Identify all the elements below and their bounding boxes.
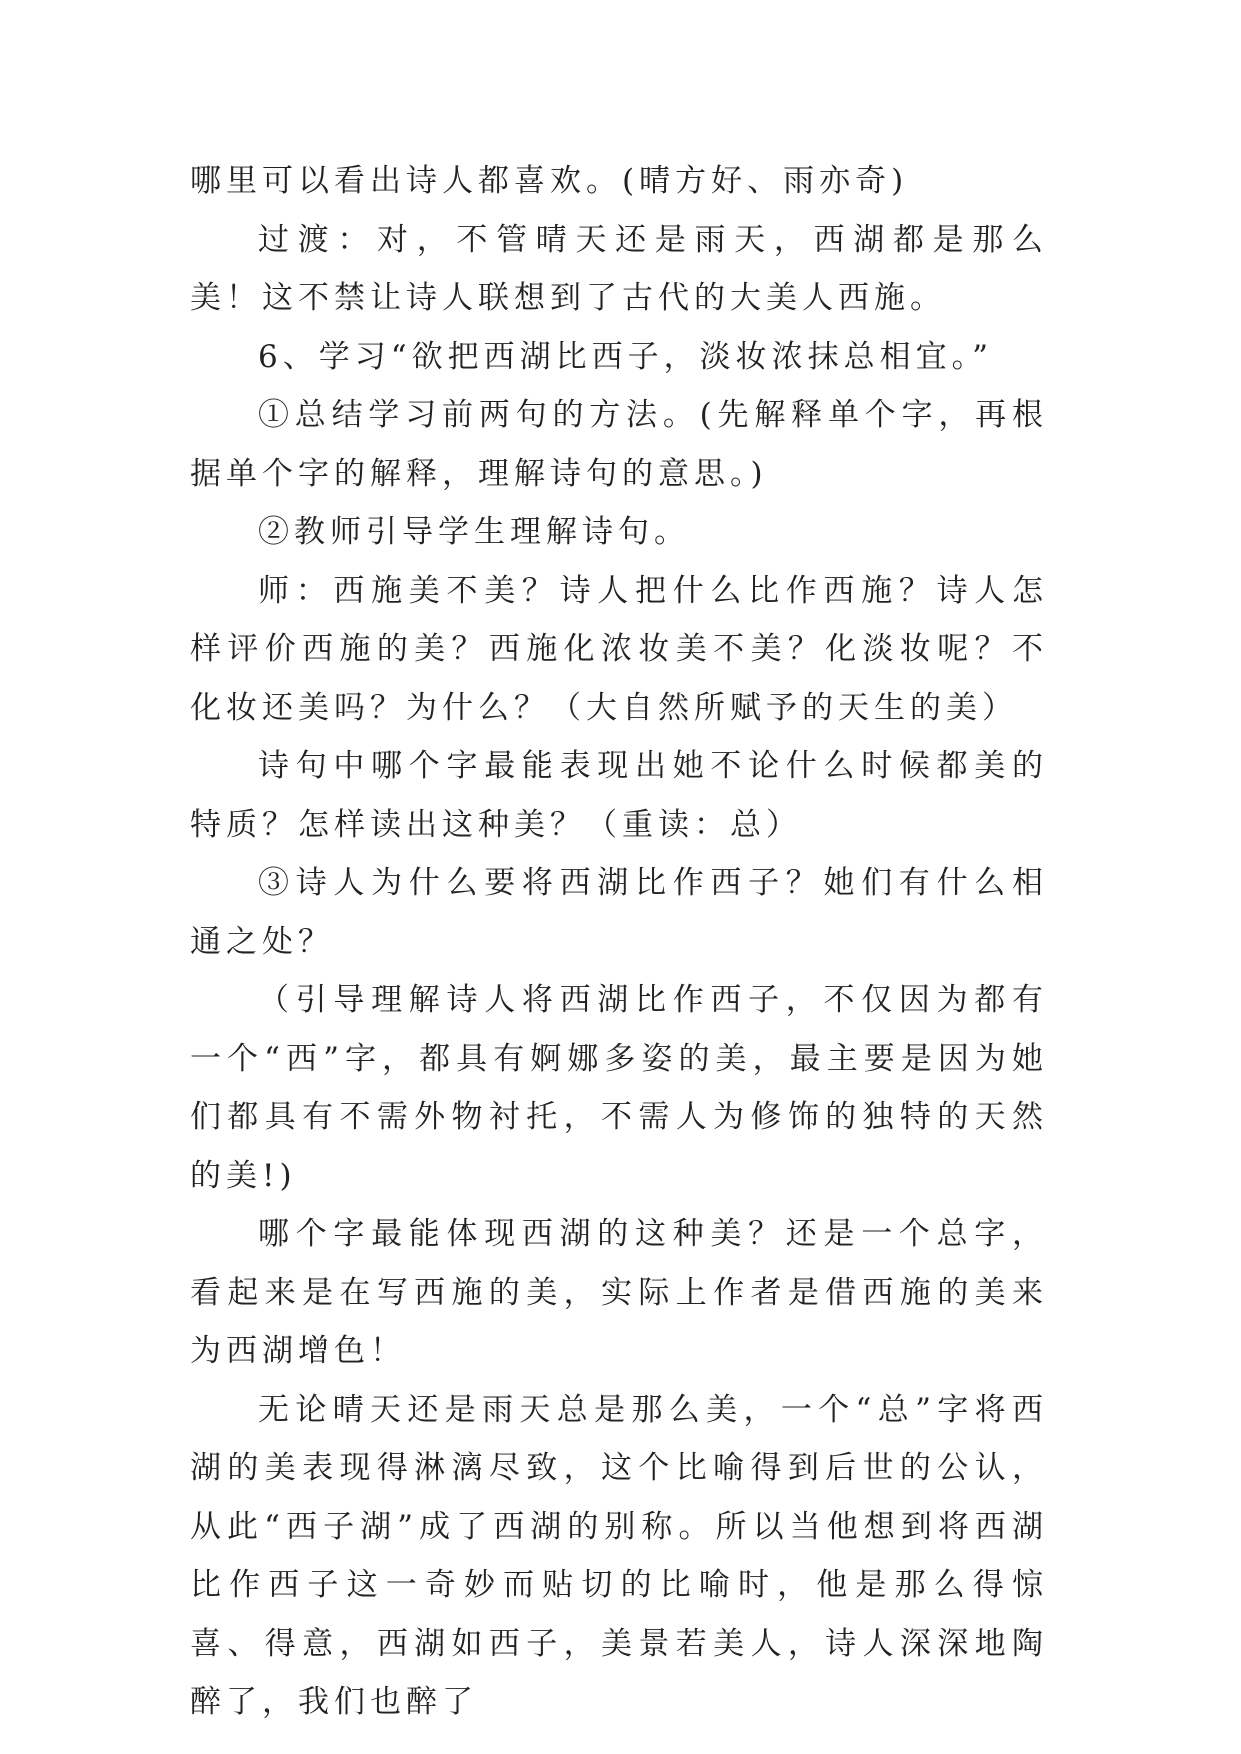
paragraph-10: 哪个字最能体现西湖的这种美？还是一个总字，看起来是在写西施的美，实际上作者是借西施的美来为西湖增色！ — [190, 1216, 1048, 1369]
paragraph-2: 过渡：对，不管晴天还是雨天，西湖都是那么美！这不禁让诗人联想到了古代的大美人西施。 — [190, 221, 1048, 316]
paragraph-3-section-heading: 6、学习“欲把西湖比西子，淡妆浓抹总相宜。” — [258, 338, 993, 375]
paragraph-6: 师：西施美不美？诗人把什么比作西施？诗人怎样评价西施的美？西施化浓妆美不美？化淡妆呢？不化妆还美吗？为什么？（大自然所赋予的天生的美） — [190, 572, 1048, 726]
paragraph-9: （引导理解诗人将西湖比作西子，不仅因为都有一个“西”字，都具有婀娜多姿的美，最主要是因为她们都具有不需外物衬托，不需人为修饰的独特的天然的美!) — [190, 982, 1048, 1194]
paragraph-8: ③诗人为什么要将西湖比作西子？她们有什么相通之处？ — [190, 865, 1048, 960]
paragraph-1: 哪里可以看出诗人都喜欢。(晴方好、雨亦奇) — [190, 163, 909, 199]
paragraph-7: 诗句中哪个字最能表现出她不论什么时候都美的特质？怎样读出这种美？（重读：总） — [190, 748, 1048, 843]
document-body — [190, 152, 1048, 1732]
paragraph-11: 无论晴天还是雨天总是那么美，一个“总”字将西湖的美表现得淋漓尽致，这个比喻得到后世的公认，从此“西子湖”成了西湖的别称。所以当他想到将西湖比作西子这一奇妙而贴切的比喻时，他是那么得惊喜、得意，西湖如西子，美景若美人，诗人深深地陶醉了，我们也醉了 — [190, 1391, 1048, 1720]
paragraph-5: ②教师引导学生理解诗句。 — [258, 514, 690, 550]
paragraph-4: ①总结学习前两句的方法。(先解释单个字，再根据单个字的解释，理解诗句的意思。) — [190, 397, 1048, 492]
